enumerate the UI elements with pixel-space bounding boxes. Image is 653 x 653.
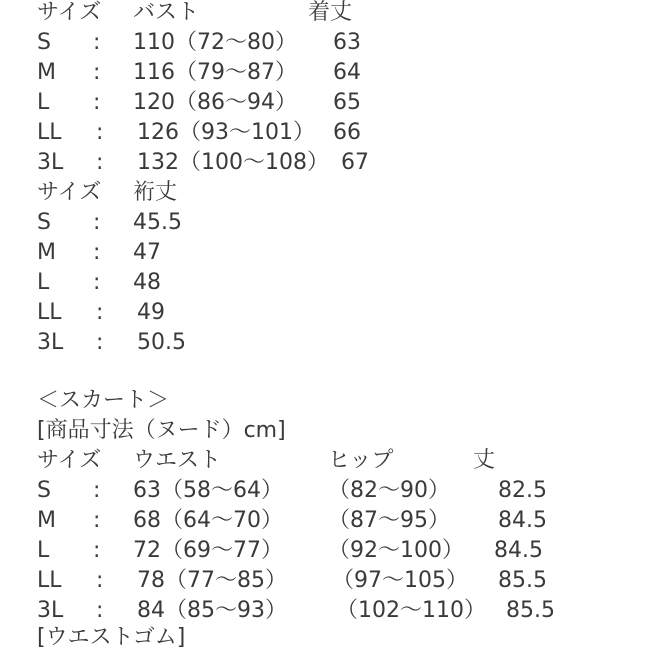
header-size: サイズ [37, 448, 102, 473]
table-row: 3L : 84（85～93） （102～110） 85.5 [37, 598, 555, 623]
table-row: S : 45.5 [37, 210, 182, 235]
skirt-subtitle: [商品寸法（ヌード）cm] [37, 418, 286, 443]
header-waist: ウエスト [133, 448, 222, 473]
skirt-section-title: ＜スカート＞ [37, 388, 170, 413]
table-row: S : 63（58～64） （82～90） 82.5 [37, 478, 547, 503]
table-row: 3L : 50.5 [37, 330, 186, 355]
waist-rubber-note: [ウエストゴム] [37, 625, 186, 650]
header-size: サイズ [37, 180, 102, 205]
table-row: M : 116（79～87） 64 [37, 60, 361, 85]
skirt-header-row [0, 450, 653, 480]
header-sleeve: 裄丈 [133, 180, 178, 205]
table-row: L : 48 [37, 270, 161, 295]
table-row: 3L : 132（100～108） 67 [37, 150, 369, 175]
sleeve-header-row [0, 182, 653, 212]
table-row: LL : 126（93～101） 66 [37, 120, 361, 145]
table-row: M : 68（64～70） （87～95） 84.5 [37, 508, 547, 533]
header-length: 着丈 [308, 0, 353, 25]
table-row: L : 72（69～77） （92～100） 84.5 [37, 538, 543, 563]
table-row: LL : 49 [37, 300, 165, 325]
table-row: LL : 78（77～85） （97～105） 85.5 [37, 568, 547, 593]
header-size: サイズ [37, 0, 102, 25]
table-row: L : 120（86～94） 65 [37, 90, 361, 115]
header-hip: ヒップ [328, 448, 394, 473]
table-row: S : 110（72～80） 63 [37, 30, 361, 55]
header-bust: バスト [133, 0, 200, 25]
table-row: M : 47 [37, 240, 161, 265]
header-length: 丈 [473, 448, 496, 473]
top-header-row [0, 2, 653, 32]
